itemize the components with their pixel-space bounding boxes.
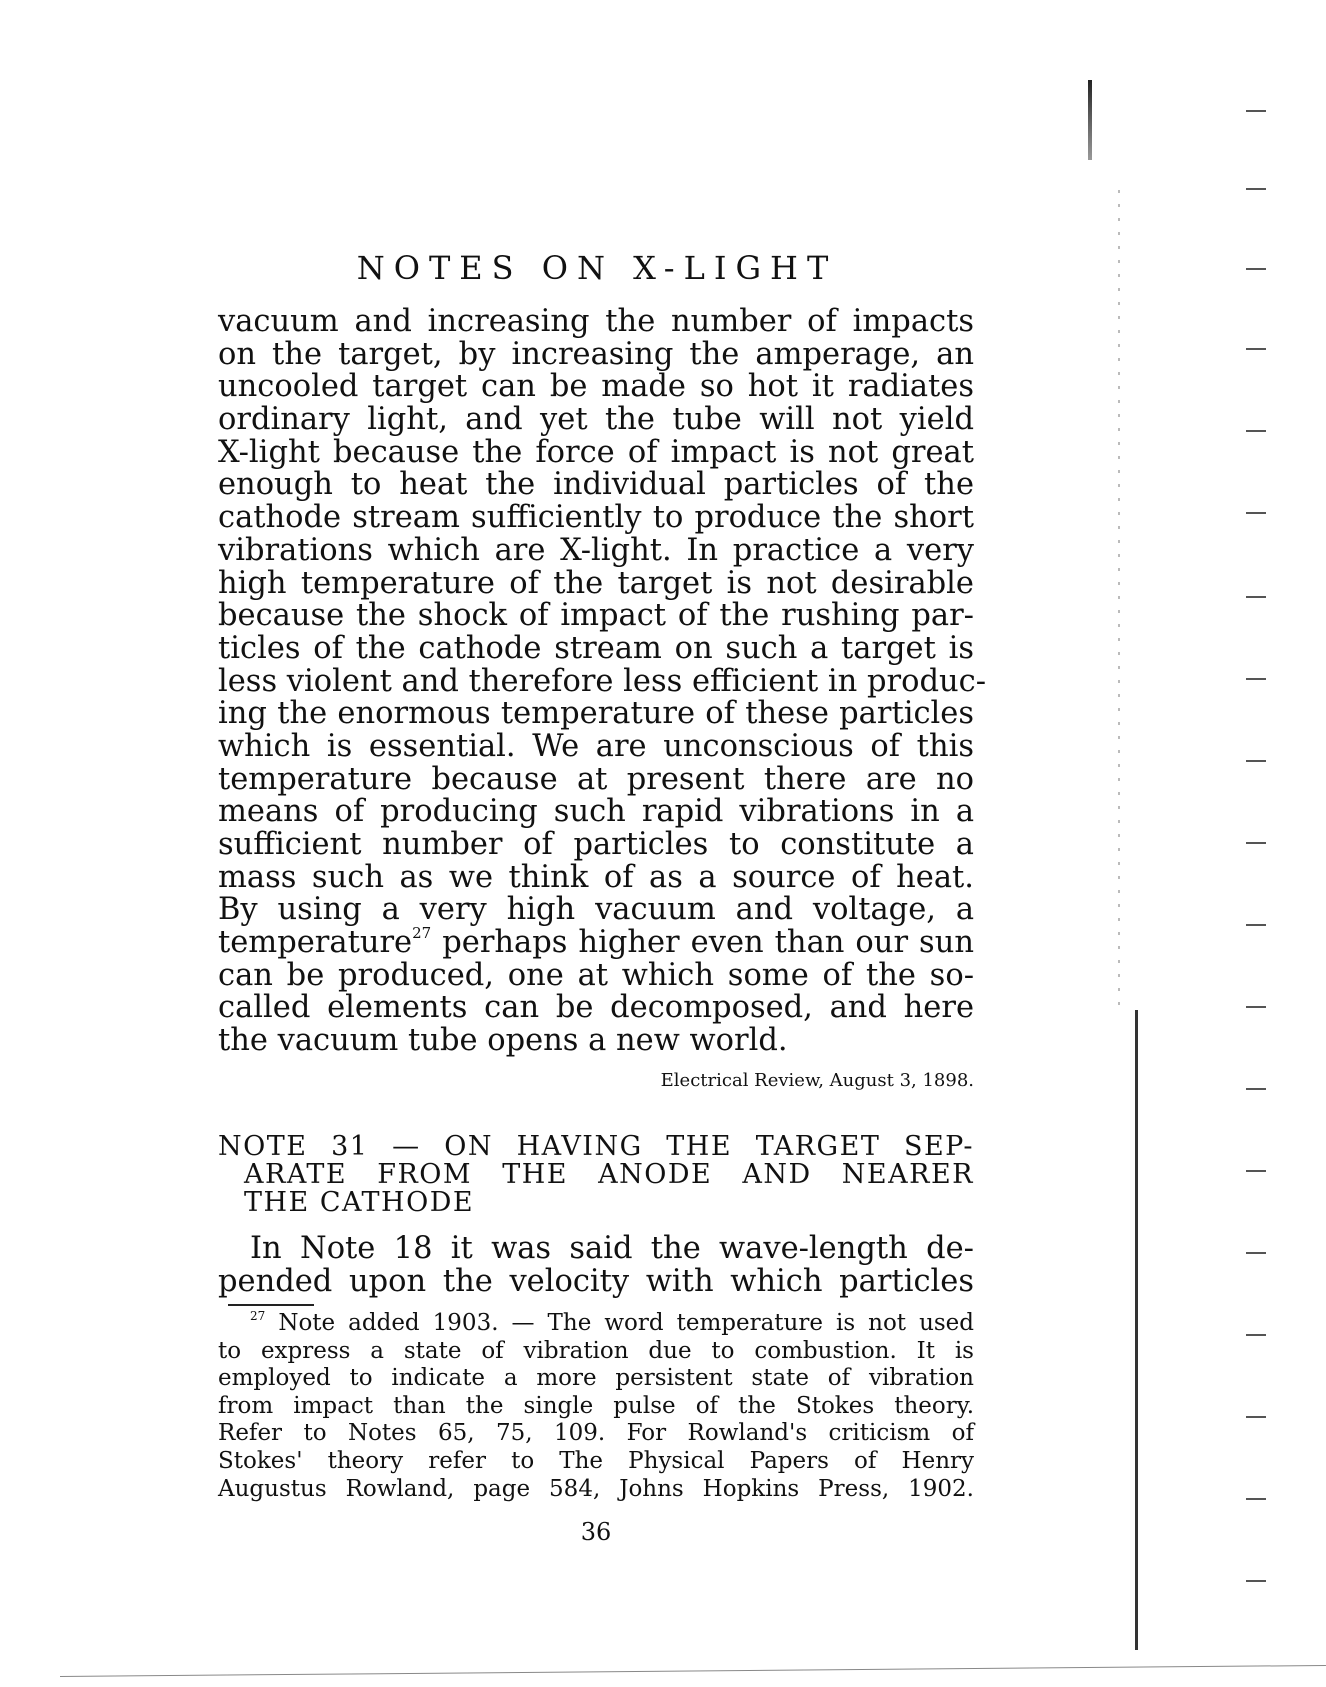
page-number: 36 <box>580 1518 612 1546</box>
margin-tick <box>1246 924 1266 926</box>
margin-tick <box>1246 188 1266 190</box>
margin-tick <box>1246 512 1266 514</box>
text-fragment: perhaps higher even than our sun <box>431 925 974 961</box>
footnote-line <box>218 1310 974 1338</box>
margin-tick <box>1246 678 1266 680</box>
footnote-rule <box>228 1304 314 1306</box>
text-line: enough to heat the individual particles of the <box>218 467 974 503</box>
text-line: because the shock of impact of the rushing par- <box>218 598 974 634</box>
text-line: on the target, by increasing the amperage, an <box>218 336 974 372</box>
text-line: ing the enormous temperature of these particles <box>218 696 974 732</box>
margin-tick <box>1246 1252 1266 1254</box>
footnote <box>218 1310 974 1503</box>
text-line: ordinary light, and yet the tube will not yield <box>218 402 974 438</box>
heading-line: ARATE FROM THE ANODE AND NEARER <box>244 1159 974 1190</box>
margin-tick <box>1246 842 1266 844</box>
text-line: high temperature of the target is not desirable <box>218 565 974 601</box>
text-line: mass such as we think of as a source of heat. <box>218 859 974 895</box>
text-line: the vacuum tube opens a new world. <box>218 1023 788 1059</box>
text-line-with-footnote-ref <box>218 924 974 961</box>
footnote-reference[interactable]: 27 <box>412 924 432 943</box>
text-line: X-light because the force of impact is not great <box>218 434 974 470</box>
text-fragment: temperature <box>218 925 413 961</box>
binding-shadow-bottom <box>1135 1010 1138 1650</box>
footnote-line: to express a state of vibration due to combustion. It is <box>218 1337 974 1364</box>
margin-tick <box>1246 1580 1266 1582</box>
text-line: sufficient number of particles to constitute a <box>218 827 974 862</box>
margin-tick <box>1246 596 1266 598</box>
text-line: temperature because at present there are no <box>218 761 974 797</box>
footnote-marker: 27 <box>250 1309 266 1323</box>
text-fragment: Note added 1903. — The word temperature is not used <box>278 1310 975 1336</box>
note-body <box>218 1232 974 1298</box>
text-line: called elements can be decomposed, and here <box>218 990 974 1026</box>
margin-tick <box>1246 268 1266 270</box>
heading-line: THE CATHODE <box>244 1187 475 1218</box>
main-text <box>218 304 987 1059</box>
scan-edge-line <box>60 1665 1326 1677</box>
text-line: which is essential. We are unconscious of this <box>218 728 974 764</box>
source-citation: Electrical Review, August 3, 1898. <box>660 1070 974 1091</box>
margin-tick <box>1246 430 1266 432</box>
margin-tick <box>1246 1416 1266 1418</box>
footnote-line: employed to indicate a more persistent state of vibration <box>218 1365 974 1392</box>
heading-line: NOTE 31 — ON HAVING THE TARGET SEP- <box>218 1131 974 1162</box>
text-line: less violent and therefore less efficient in produc- <box>218 663 987 699</box>
margin-tick <box>1246 1170 1266 1172</box>
text-line: cathode stream sufficiently to produce the short <box>218 500 974 536</box>
text-line: vibrations which are X-light. In practice a very <box>218 532 974 568</box>
margin-tick <box>1246 1498 1266 1500</box>
running-head: NOTES ON X-LIGHT <box>356 249 838 287</box>
text-line: means of producing such rapid vibrations in a <box>218 794 974 830</box>
text-line: ticles of the cathode stream on such a target is <box>218 630 974 666</box>
margin-tick <box>1246 1088 1266 1090</box>
text-line: uncooled target can be made so hot it radiates <box>218 369 974 405</box>
margin-tick <box>1246 110 1266 112</box>
margin-tick <box>1246 348 1266 350</box>
binding-shadow-top <box>1088 80 1092 160</box>
text-line: In Note 18 it was said the wave-length de- <box>250 1231 974 1266</box>
footnote-line: from impact than the single pulse of the Stokes theory. <box>218 1392 974 1419</box>
text-line: pended upon the velocity with which particles <box>218 1264 974 1299</box>
text-line: By using a very high vacuum and voltage, a <box>218 892 974 928</box>
text-line: vacuum and increasing the number of impacts <box>218 304 974 339</box>
margin-tick <box>1246 1334 1266 1336</box>
footnote-line: Refer to Notes 65, 75, 109. For Rowland's criticism of <box>218 1420 974 1447</box>
note-heading <box>218 1133 974 1217</box>
margin-tick <box>1246 1006 1266 1008</box>
margin-tick <box>1246 760 1266 762</box>
footnote-line: Augustus Rowland, page 584, Johns Hopkins Press, 1902. <box>218 1475 974 1502</box>
footnote-line: Stokes' theory refer to The Physical Papers of Henry <box>218 1447 974 1474</box>
text-line: can be produced, one at which some of the so- <box>218 957 974 993</box>
binding-shadow-dots <box>1118 190 1120 1010</box>
